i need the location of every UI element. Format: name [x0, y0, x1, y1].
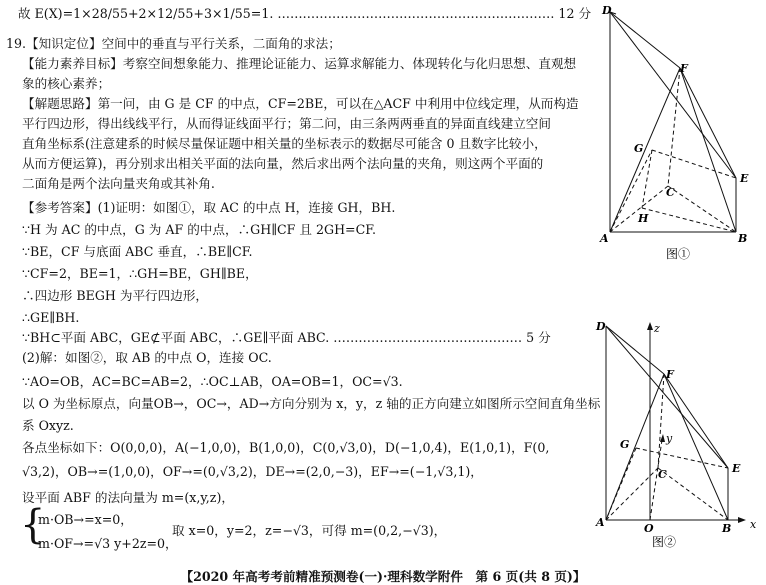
- fig1-label-a: A: [600, 232, 609, 245]
- text-line-24: m·OF→=√3 y+2z=0，: [38, 536, 178, 551]
- text-line-18: 以 O 为坐标原点，向量OB→，OC→，AD→方向分别为 x，y，z 轴的正方向建立如图所示空间直角坐标: [22, 396, 601, 411]
- text-line-19: 系 Oxyz.: [22, 418, 74, 433]
- text-line-13: ∴四边形 BEGH 为平行四边形，: [22, 288, 209, 303]
- fig2-label-c: C: [658, 468, 667, 481]
- figure-1: [596, 0, 766, 270]
- fig1-label-d: D: [602, 4, 612, 17]
- figure-2: [592, 318, 766, 550]
- fig1-label-e: E: [740, 172, 749, 185]
- text-line-5: 平行四边形，得出线线平行，从而得证线面平行；第二问，由三条两两垂直的异面直线建立空间: [22, 116, 551, 131]
- text-line-3: 象的核心素养；: [22, 76, 111, 91]
- text-line-12: ∵CF=2，BE=1，∴GH=BE，GH∥BE，: [22, 266, 258, 281]
- fig2-label-f: F: [666, 368, 674, 381]
- text-line-9: 【参考答案】(1)证明：如图①，取 AC 的中点 H，连接 GH，BH.: [22, 200, 396, 215]
- text-line-10: ∵H 为 AC 的中点，G 为 AF 的中点，∴GH∥CF 且 2GH=CF.: [22, 222, 377, 237]
- text-line-22: 设平面 ABF 的法向量为 m=(x,y,z)，: [22, 490, 234, 505]
- text-line-21: √3,2)，OB→=(1,0,0)，OF→=(0,√3,2)，DE→=(2,0,−3)，EF→=(−1,√3,1)，: [22, 464, 483, 479]
- fig1-label-c: C: [666, 186, 675, 199]
- text-line-17: ∵AO=OB，AC=BC=AB=2，∴OC⊥AB，OA=OB=1，OC=√3.: [22, 374, 403, 389]
- fig1-label-h: H: [638, 212, 649, 225]
- page-footer: 【2020 年高考考前精准预测卷(一)·理科数学附件 第 6 页(共 8 页)】: [180, 569, 586, 584]
- fig2-label-x: x: [750, 518, 757, 531]
- fig2-label-g: G: [620, 438, 630, 451]
- text-line-6: 直角坐标系(注意建系的时候尽量保证题中相关量的坐标表示的数据尽可能含 0 且数字比较小，: [22, 136, 547, 151]
- text-line-1: 19.【知识定位】空间中的垂直与平行关系，二面角的求法；: [6, 36, 341, 51]
- fig2-label-d: D: [596, 320, 606, 333]
- fig2-label-b: B: [722, 522, 732, 535]
- fig2-label-e: E: [732, 462, 741, 475]
- text-line-20: 各点坐标如下：O(0,0,0)，A(−1,0,0)，B(1,0,0)，C(0,√3,0)，D(−1,0,4)，E(1,0,1)，F(0,: [22, 440, 550, 455]
- fig1-label-g: G: [634, 142, 644, 155]
- text-line-4: 【解题思路】第一问，由 G 是 CF 的中点，CF=2BE，可以在△ACF 中利用中位线定理，从而构造: [22, 96, 579, 111]
- fig2-label-y: y: [666, 432, 673, 445]
- text-line-23: m·OB→=x=0，: [38, 512, 133, 527]
- text-line-0: 故 E(X)=1×28/55+2×12/55+3×1/55=1. ………………………………………………………… 12 分: [18, 6, 592, 21]
- fig2-label-a: A: [596, 516, 605, 529]
- text-line-25: 取 x=0，y=2，z=−√3，可得 m=(0,2,−√3)，: [172, 523, 447, 538]
- fig2-label-z: z: [654, 322, 660, 335]
- text-line-14: ∴GE∥BH.: [22, 310, 80, 325]
- text-line-7: 从而方便运算)，再分别求出相关平面的法向量，然后求出两个法向量的夹角，则这两个平面的: [22, 156, 544, 171]
- fig2-label-o: O: [644, 522, 654, 535]
- fig2-caption: 图②: [652, 535, 677, 549]
- system-brace: {: [20, 502, 46, 548]
- text-line-11: ∵BE，CF 与底面 ABC 垂直，∴BE∥CF.: [22, 244, 253, 259]
- fig1-label-f: F: [680, 62, 688, 75]
- fig1-label-b: B: [738, 232, 748, 245]
- text-line-15: ∵BH⊂平面 ABC，GE⊄平面 ABC，∴GE∥平面 ABC. ……………………………………… 5 分: [22, 330, 551, 345]
- text-line-16: (2)解：如图②，取 AB 的中点 O，连接 OC.: [22, 350, 272, 365]
- text-line-2: 【能力素养目标】考察空间想象能力、推理论证能力、运算求解能力、体现转化与化归思想、直观想: [22, 56, 577, 71]
- fig1-caption: 图①: [666, 247, 691, 261]
- text-line-8: 二面角是两个法向量夹角或其补角.: [22, 176, 215, 191]
